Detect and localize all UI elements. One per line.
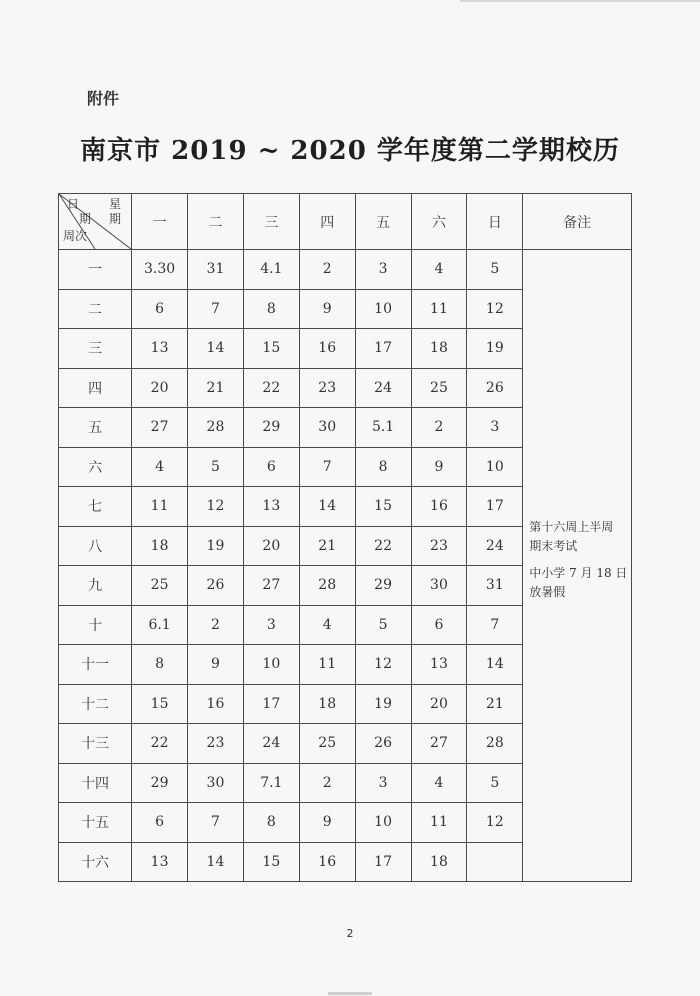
date-cell: 16 (411, 487, 467, 527)
date-cell: 29 (243, 408, 299, 448)
date-cell: 2 (411, 408, 467, 448)
date-cell: 21 (467, 684, 523, 724)
corner-label-ri: 日 (67, 197, 80, 211)
week-number-cell: 二 (59, 289, 132, 329)
notes-spacer (529, 556, 627, 564)
date-cell: 13 (132, 329, 188, 369)
date-cell: 25 (299, 724, 355, 764)
date-cell: 3 (355, 763, 411, 803)
date-cell: 24 (355, 368, 411, 408)
page-number: 2 (346, 927, 354, 940)
week-number-cell: 十一 (59, 645, 132, 685)
date-cell: 19 (355, 684, 411, 724)
date-cell: 6 (132, 803, 188, 843)
corner-label-qi-left: 期 (79, 212, 92, 226)
date-cell: 12 (188, 487, 244, 527)
date-cell: 5 (188, 447, 244, 487)
date-cell: 14 (299, 487, 355, 527)
date-cell: 2 (188, 605, 244, 645)
school-calendar-table (58, 193, 632, 882)
date-cell: 23 (411, 526, 467, 566)
corner-label-qi-right: 期 (109, 212, 122, 226)
date-cell: 16 (299, 842, 355, 882)
date-cell: 19 (467, 329, 523, 369)
date-cell: 10 (243, 645, 299, 685)
date-cell: 14 (467, 645, 523, 685)
calendar-body (59, 250, 632, 882)
date-cell: 12 (355, 645, 411, 685)
date-cell: 15 (132, 684, 188, 724)
date-cell: 7 (188, 803, 244, 843)
week-number-cell: 六 (59, 447, 132, 487)
week-number-cell: 十五 (59, 803, 132, 843)
date-cell: 18 (132, 526, 188, 566)
date-cell: 8 (243, 289, 299, 329)
date-cell: 23 (299, 368, 355, 408)
date-cell: 17 (355, 329, 411, 369)
date-cell: 16 (299, 329, 355, 369)
date-cell: 2 (299, 763, 355, 803)
date-cell: 7 (188, 289, 244, 329)
date-cell: 31 (467, 566, 523, 606)
date-cell: 8 (243, 803, 299, 843)
header-corner-cell (59, 194, 132, 250)
date-cell: 22 (243, 368, 299, 408)
date-cell: 3.30 (132, 250, 188, 290)
date-cell: 18 (411, 329, 467, 369)
date-cell: 9 (411, 447, 467, 487)
week-number-cell: 十四 (59, 763, 132, 803)
date-cell: 14 (188, 842, 244, 882)
date-cell: 28 (188, 408, 244, 448)
header-day-thu: 四 (299, 194, 355, 250)
date-cell: 30 (411, 566, 467, 606)
corner-label-zhouci: 周次 (63, 229, 88, 243)
header-day-tue: 二 (188, 194, 244, 250)
date-cell: 5 (467, 763, 523, 803)
date-cell: 7 (299, 447, 355, 487)
date-cell: 24 (243, 724, 299, 764)
date-cell: 11 (299, 645, 355, 685)
corner-label-xing: 星 (109, 197, 122, 211)
date-cell: 19 (188, 526, 244, 566)
date-cell: 12 (467, 803, 523, 843)
date-cell: 5 (355, 605, 411, 645)
date-cell: 9 (188, 645, 244, 685)
date-cell: 4 (132, 447, 188, 487)
date-cell: 16 (188, 684, 244, 724)
date-cell: 6 (132, 289, 188, 329)
date-cell: 3 (355, 250, 411, 290)
date-cell: 14 (188, 329, 244, 369)
notes-line2: 期末考试 (529, 539, 578, 553)
date-cell: 25 (411, 368, 467, 408)
date-cell: 10 (355, 803, 411, 843)
date-cell: 2 (299, 250, 355, 290)
table-row (59, 250, 632, 290)
date-cell: 3 (243, 605, 299, 645)
date-cell: 31 (188, 250, 244, 290)
date-cell: 21 (299, 526, 355, 566)
week-number-cell: 一 (59, 250, 132, 290)
date-cell: 26 (188, 566, 244, 606)
date-cell: 15 (243, 329, 299, 369)
header-day-fri: 五 (355, 194, 411, 250)
date-cell: 11 (132, 487, 188, 527)
date-cell: 29 (132, 763, 188, 803)
date-cell: 30 (188, 763, 244, 803)
date-cell: 27 (243, 566, 299, 606)
week-number-cell: 八 (59, 526, 132, 566)
date-cell: 11 (411, 803, 467, 843)
header-day-sat: 六 (411, 194, 467, 250)
date-cell: 27 (411, 724, 467, 764)
header-day-sun: 日 (467, 194, 523, 250)
date-cell: 17 (467, 487, 523, 527)
date-cell: 18 (299, 684, 355, 724)
date-cell: 20 (411, 684, 467, 724)
header-day-mon: 一 (132, 194, 188, 250)
date-cell: 23 (188, 724, 244, 764)
date-cell: 4 (299, 605, 355, 645)
date-cell: 26 (467, 368, 523, 408)
date-cell: 13 (132, 842, 188, 882)
header-notes: 备注 (523, 194, 632, 250)
date-cell: 6 (411, 605, 467, 645)
notes-line4: 放暑假 (529, 585, 566, 599)
date-cell: 25 (132, 566, 188, 606)
week-number-cell: 十 (59, 605, 132, 645)
date-cell: 28 (467, 724, 523, 764)
date-cell: 20 (132, 368, 188, 408)
date-cell: 24 (467, 526, 523, 566)
date-cell: 6 (243, 447, 299, 487)
header-row (59, 194, 632, 250)
date-cell: 4 (411, 250, 467, 290)
date-cell: 9 (299, 289, 355, 329)
date-cell: 17 (243, 684, 299, 724)
date-cell: 17 (355, 842, 411, 882)
date-cell: 27 (132, 408, 188, 448)
date-cell: 15 (243, 842, 299, 882)
date-cell (467, 842, 523, 882)
date-cell: 18 (411, 842, 467, 882)
week-number-cell: 十六 (59, 842, 132, 882)
week-number-cell: 四 (59, 368, 132, 408)
week-number-cell: 五 (59, 408, 132, 448)
date-cell: 28 (299, 566, 355, 606)
date-cell: 26 (355, 724, 411, 764)
date-cell: 15 (355, 487, 411, 527)
date-cell: 5.1 (355, 408, 411, 448)
date-cell: 5 (467, 250, 523, 290)
date-cell: 9 (299, 803, 355, 843)
date-cell: 10 (355, 289, 411, 329)
document-title: 南京市 2019 ~ 2020 学年度第二学期校历 (80, 136, 620, 166)
date-cell: 4 (411, 763, 467, 803)
attachment-label: 附件 (87, 89, 120, 108)
week-number-cell: 七 (59, 487, 132, 527)
date-cell: 4.1 (243, 250, 299, 290)
page-bottom-edge (328, 992, 372, 995)
week-number-cell: 十三 (59, 724, 132, 764)
notes-line1: 第十六周上半周 (529, 520, 614, 534)
date-cell: 22 (355, 526, 411, 566)
date-cell: 6.1 (132, 605, 188, 645)
week-number-cell: 三 (59, 329, 132, 369)
date-cell: 7.1 (243, 763, 299, 803)
date-cell: 22 (132, 724, 188, 764)
date-cell: 20 (243, 526, 299, 566)
page-top-edge (460, 0, 700, 2)
date-cell: 8 (355, 447, 411, 487)
date-cell: 29 (355, 566, 411, 606)
header-day-wed: 三 (243, 194, 299, 250)
date-cell: 13 (243, 487, 299, 527)
notes-text (529, 518, 627, 602)
date-cell: 11 (411, 289, 467, 329)
date-cell: 12 (467, 289, 523, 329)
date-cell: 30 (299, 408, 355, 448)
week-number-cell: 九 (59, 566, 132, 606)
date-cell: 8 (132, 645, 188, 685)
date-cell: 7 (467, 605, 523, 645)
date-cell: 13 (411, 645, 467, 685)
week-number-cell: 十二 (59, 684, 132, 724)
notes-line3: 中小学 7 月 18 日 (529, 566, 628, 580)
notes-cell (523, 250, 632, 882)
date-cell: 3 (467, 408, 523, 448)
date-cell: 10 (467, 447, 523, 487)
date-cell: 21 (188, 368, 244, 408)
